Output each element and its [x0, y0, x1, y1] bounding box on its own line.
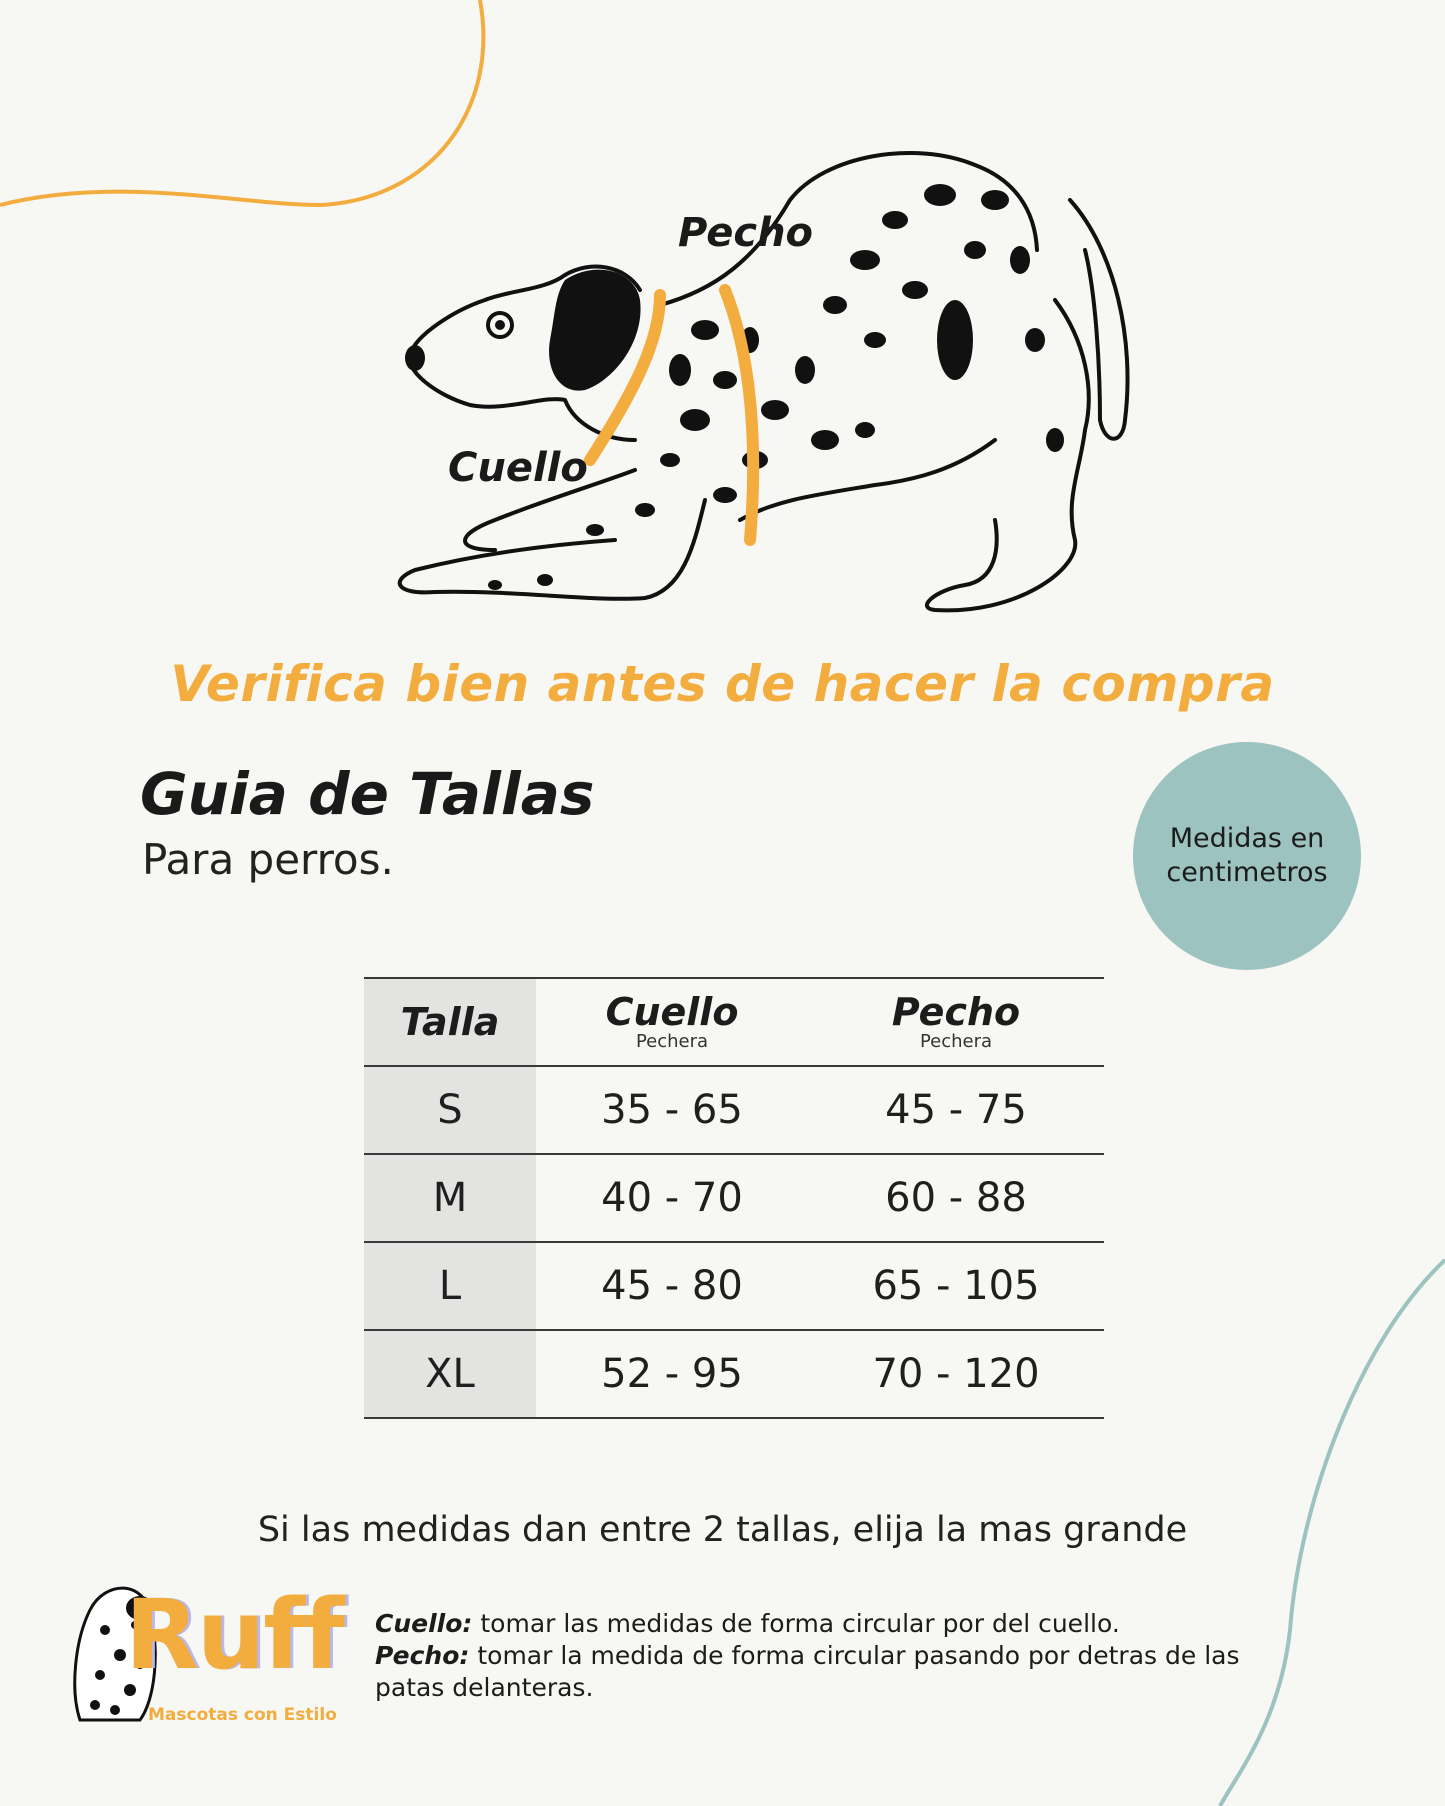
neck-label: Cuello: [448, 445, 588, 491]
cell-size: M: [364, 1154, 536, 1242]
cell-chest: 70 - 120: [808, 1330, 1104, 1418]
sizing-note: Si las medidas dan entre 2 tallas, elija la mas grande: [257, 1510, 1188, 1550]
cell-size: XL: [364, 1330, 536, 1418]
header-neck: [536, 978, 808, 1066]
cell-size: L: [364, 1242, 536, 1330]
measurement-definitions: [375, 1608, 1255, 1704]
page-subtitle: Para perros.: [142, 835, 394, 884]
header-chest: [808, 978, 1104, 1066]
ruff-logo: [60, 1570, 360, 1730]
header-size-label: Talla: [400, 1000, 500, 1044]
logo-tagline: Mascotas con Estilo: [148, 1705, 337, 1725]
table-row: [364, 1066, 1104, 1154]
table-row: [364, 1242, 1104, 1330]
logo-brand: Ruff: [125, 1579, 343, 1691]
cell-neck: 45 - 80: [536, 1242, 808, 1330]
tagline: Verifica bien antes de hacer la compra: [170, 655, 1275, 713]
header-neck-sub: Pechera: [635, 1031, 709, 1052]
table-row: [364, 1154, 1104, 1242]
cell-chest: 60 - 88: [808, 1154, 1104, 1242]
header-size: [364, 978, 536, 1066]
neck-text: tomar las medidas de forma circular por del cuello.: [472, 1609, 1120, 1638]
units-badge: [1133, 742, 1361, 970]
header-chest-label: Pecho: [891, 990, 1021, 1034]
chest-term: Pecho:: [375, 1641, 470, 1670]
page-title: Guia de Tallas: [140, 760, 595, 828]
chest-text: tomar la medida de forma circular pasando por detras de las patas delanteras.: [375, 1641, 1240, 1702]
neck-term: Cuello:: [375, 1609, 473, 1638]
cell-neck: 52 - 95: [536, 1330, 808, 1418]
cell-neck: 35 - 65: [536, 1066, 808, 1154]
header-chest-sub: Pechera: [919, 1031, 993, 1052]
size-table: [364, 977, 1104, 1419]
cell-neck: 40 - 70: [536, 1154, 808, 1242]
units-badge-text: Medidas en centimetros: [1166, 823, 1328, 888]
cell-chest: 45 - 75: [808, 1066, 1104, 1154]
chest-label: Pecho: [678, 210, 814, 256]
table-header-row: [364, 978, 1104, 1066]
chest-definition: [375, 1640, 1255, 1704]
cell-chest: 65 - 105: [808, 1242, 1104, 1330]
header-neck-label: Cuello: [605, 990, 739, 1034]
table-row: [364, 1330, 1104, 1418]
neck-definition: [375, 1608, 1255, 1640]
cell-size: S: [364, 1066, 536, 1154]
